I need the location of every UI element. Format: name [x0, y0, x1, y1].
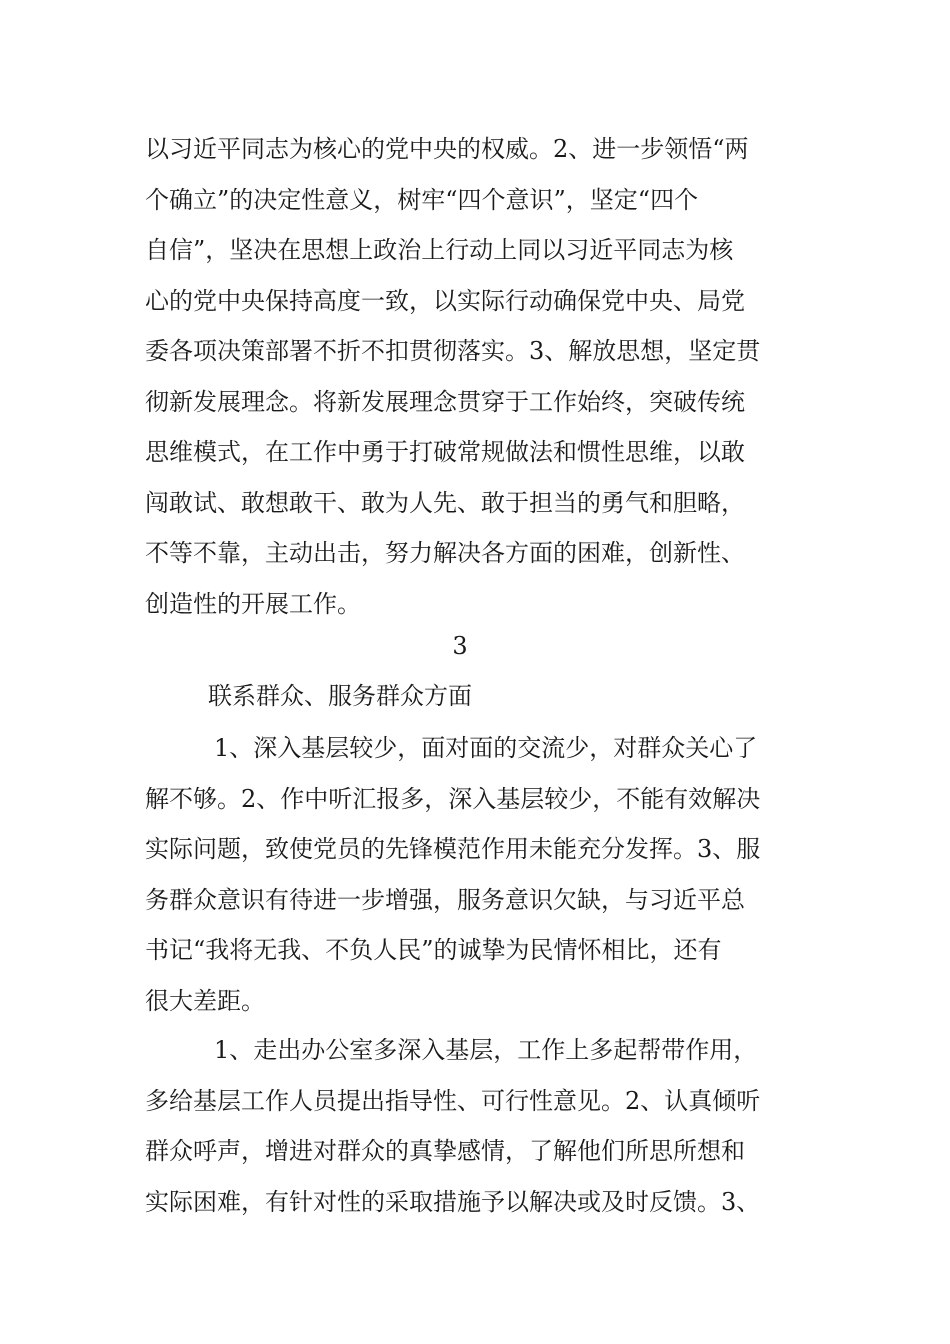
- paragraph-line: 1、深入基层较少，面对面的交流少，对群众关心了: [214, 734, 758, 762]
- paragraph-line: 彻新发展理念。将新发展理念贯穿于工作始终，突破传统: [145, 387, 745, 416]
- paragraph-line: 闯敢试、敢想敢干、敢为人先、敢于担当的勇气和胆略，: [145, 488, 745, 517]
- paragraph-line: 思维模式，在工作中勇于打破常规做法和惯性思维，以敢: [145, 438, 745, 466]
- paragraph-line: 自信”，坚决在思想上政治上行动上同以习近平同志为核: [145, 236, 734, 264]
- paragraph-line: 创造性的开展工作。: [145, 589, 361, 618]
- paragraph-line: 以习近平同志为核心的党中央的权威。2、进一步领悟“两: [145, 135, 749, 163]
- paragraph-line: 1、走出办公室多深入基层，工作上多起帮带作用，: [214, 1036, 758, 1064]
- page-number: 3: [452, 632, 468, 660]
- paragraph-line: 不等不靠，主动出击，努力解决各方面的困难，创新性、: [145, 539, 745, 567]
- paragraph-problems: [145, 723, 810, 1026]
- paragraph-line: 委各项决策部署不折不扣贯彻落实。3、解放思想，坚定贯: [145, 337, 761, 365]
- paragraph-line: 务群众意识有待进一步增强，服务意识欠缺，与习近平总: [145, 885, 745, 914]
- paragraph-line: 书记“我将无我、不负人民”的诚挚为民情怀相比，还有: [145, 936, 722, 964]
- paragraph-line: 群众呼声，增进对群众的真挚感情，了解他们所思所想和: [145, 1137, 745, 1165]
- paragraph-measures: [145, 1025, 810, 1227]
- paragraph-line: 很大差距。: [145, 986, 265, 1015]
- paragraph-line: 多给基层工作人员提出指导性、可行性意见。2、认真倾听: [145, 1086, 761, 1115]
- paragraph-line: 实际问题，致使党员的先锋模范作用未能充分发挥。3、服: [145, 835, 761, 863]
- paragraph-line: 解不够。2、作中听汇报多，深入基层较少，不能有效解决: [145, 784, 761, 813]
- paragraph-line: 心的党中央保持高度一致，以实际行动确保党中央、局党: [145, 286, 745, 315]
- paragraph-line: 个确立”的决定性意义，树牢“四个意识”，坚定“四个: [145, 185, 699, 214]
- section-heading: 联系群众、服务群众方面: [208, 682, 472, 710]
- paragraph-line: 实际困难，有针对性的采取措施予以解决或及时反馈。3、: [145, 1187, 761, 1216]
- paragraph-party-authority: [145, 124, 810, 629]
